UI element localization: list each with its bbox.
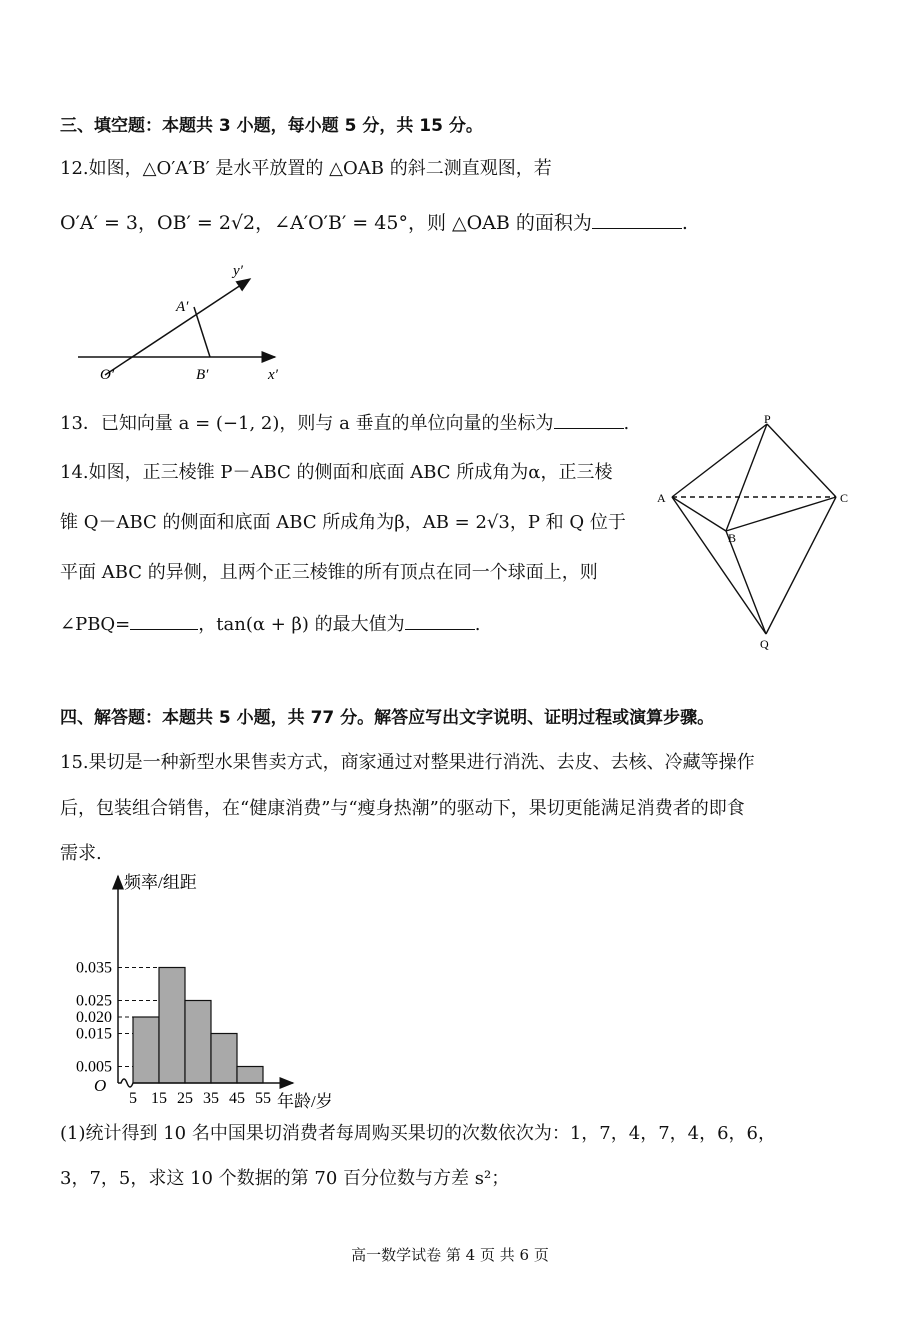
page-footer: 高一数学试卷 第 4 页 共 6 页 xyxy=(351,1246,549,1264)
q14-line-4-b: ，tan(α + β) 的最大值为 xyxy=(198,614,405,635)
q12-line-2-text: O′A′ = 3，OB′ = 2√2，∠A′O′B′ = 45°，则 △OAB 的面积为 xyxy=(60,212,592,234)
histogram-bar xyxy=(185,1001,211,1084)
q13-text: 13．已知向量 a = (−1, 2)，则与 a 垂直的单位向量的坐标为 xyxy=(60,413,554,434)
x-tick-label: 15 xyxy=(151,1090,167,1107)
label-b: B xyxy=(728,531,737,545)
histogram-bar xyxy=(133,1017,159,1083)
edge-c-p xyxy=(767,424,836,497)
q14-line-4 xyxy=(60,611,480,637)
q15-sub1-line-2: 3，7，5，求这 10 个数据的第 70 百分位数与方差 s²； xyxy=(60,1168,510,1189)
y-tick-label: 0.035 xyxy=(76,959,112,977)
q15-sub1-line-1: (1)统计得到 10 名中国果切消费者每周购买果切的次数依次为：1，7，4，7，4，6，6， xyxy=(60,1123,777,1144)
x-tick-label: 25 xyxy=(177,1090,193,1107)
q13-end: . xyxy=(623,413,630,434)
q15-line-1: 15.果切是一种新型水果售卖方式，商家通过对整果进行消洗、去皮、去核、冷藏等操作 xyxy=(60,752,755,773)
origin-label: O xyxy=(94,1076,107,1095)
x-tick-label: 35 xyxy=(203,1090,219,1107)
q12-oblique-figure xyxy=(70,255,300,385)
x-tick-label: 5 xyxy=(129,1090,137,1107)
label-x-prime: x′ xyxy=(268,367,278,383)
q12-line-2-end: . xyxy=(681,212,688,234)
q14-line-4-c: . xyxy=(474,614,481,635)
y-tick-label: 0.005 xyxy=(76,1058,112,1076)
segment-a-b xyxy=(194,307,210,357)
q14-bipyramid-figure xyxy=(650,410,860,655)
label-y-prime: y′ xyxy=(233,263,243,279)
label-c: C xyxy=(840,491,849,505)
q14-line-3: 平面 ABC 的异侧，且两个正三棱锥的所有顶点在同一个球面上，则 xyxy=(60,562,598,583)
y-tick-label: 0.025 xyxy=(76,992,112,1010)
x-axis-label: 年龄/岁 xyxy=(277,1092,333,1111)
y-prime-axis xyxy=(105,279,250,375)
section-4-heading: 四、解答题：本题共 5 小题，共 77 分。解答应写出文字说明、证明过程或演算步骤。 xyxy=(60,708,715,728)
label-o-prime: O′ xyxy=(100,367,115,383)
label-a-prime: A′ xyxy=(176,299,189,315)
edge-b-q xyxy=(726,531,766,634)
q12-line-2 xyxy=(60,210,688,235)
label-p: P xyxy=(764,412,771,426)
section-3-heading: 三、填空题：本题共 3 小题，每小题 5 分，共 15 分。 xyxy=(60,116,483,136)
q13-answer-blank xyxy=(554,410,624,429)
edge-c-q xyxy=(766,497,836,634)
histogram-bar xyxy=(211,1034,237,1084)
q15-line-3: 需求. xyxy=(60,843,102,864)
histogram-bar xyxy=(237,1067,263,1084)
label-q: Q xyxy=(760,637,769,651)
q14-blank-2 xyxy=(405,611,475,630)
edge-a-b xyxy=(672,497,726,531)
y-tick-label: 0.020 xyxy=(76,1009,112,1026)
x-tick-label: 55 xyxy=(255,1090,271,1107)
y-tick-label: 0.015 xyxy=(76,1025,112,1043)
q15-line-2: 后，包装组合销售，在“健康消费”与“瘦身热潮”的驱动下，果切更能满足消费者的即食 xyxy=(60,798,745,819)
q14-line-1: 14.如图，正三棱锥 P－ABC 的侧面和底面 ABC 所成角为α，正三棱 xyxy=(60,462,613,483)
edge-b-c xyxy=(726,497,836,531)
q13-line xyxy=(60,410,629,436)
x-tick-label: 45 xyxy=(229,1090,245,1107)
label-a: A xyxy=(657,491,666,505)
q12-answer-blank xyxy=(592,210,682,229)
age-histogram xyxy=(50,868,370,1113)
label-b-prime: B′ xyxy=(196,367,209,383)
edge-a-q xyxy=(672,497,766,634)
q14-line-4-a: ∠PBQ= xyxy=(60,614,131,635)
histogram-bar xyxy=(159,968,185,1084)
q14-line-2: 锥 Q－ABC 的侧面和底面 ABC 所成角为β，AB = 2√3，P 和 Q 位于 xyxy=(60,512,626,533)
q12-line-1: 12.如图，△O′A′B′ 是水平放置的 △OAB 的斜二测直观图，若 xyxy=(60,158,552,179)
q14-blank-1 xyxy=(130,611,198,630)
y-axis-label: 频率/组距 xyxy=(124,873,197,892)
